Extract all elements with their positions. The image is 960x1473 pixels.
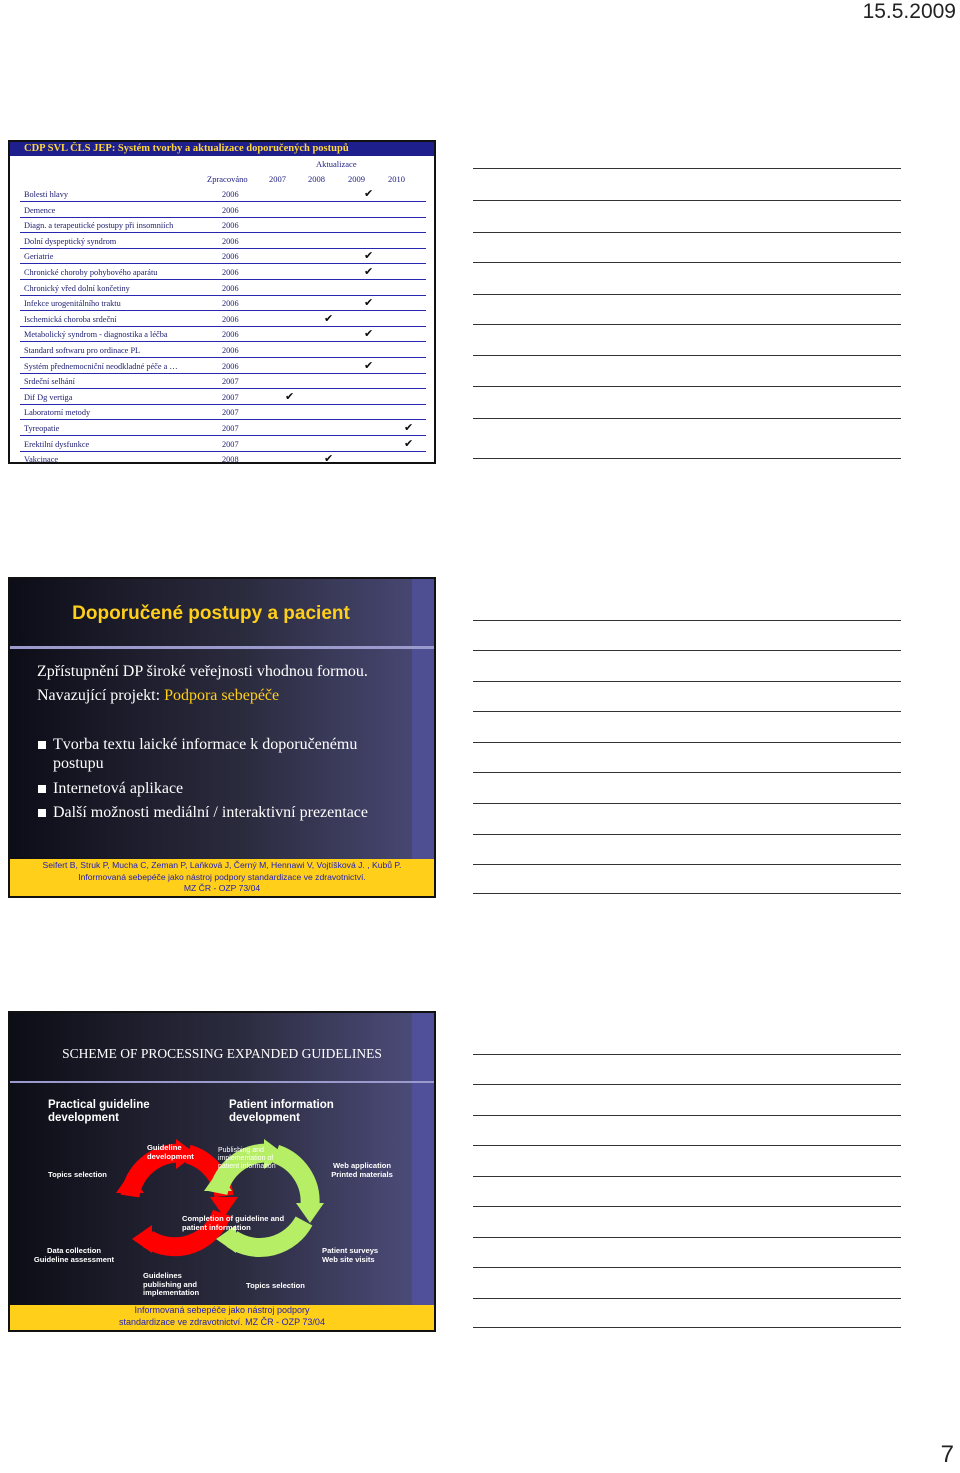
check-icon: ✔ <box>364 187 374 200</box>
row-name: Infekce urogenitálního traktu <box>24 299 121 309</box>
label-completion: Completion of guideline and patient information <box>182 1214 285 1232</box>
col-year-2007: 2007 <box>269 174 286 184</box>
row-name: Demence <box>24 205 56 215</box>
slide-2-para-2 <box>37 687 279 705</box>
row-year: 2007 <box>222 424 239 433</box>
table-row <box>20 358 426 374</box>
slide-3-title: SCHEME OF PROCESSING EXPANDED GUIDELINES <box>62 1046 382 1061</box>
row-name: Geriatrie <box>24 252 54 262</box>
row-name: Dif Dg vertiga <box>24 392 73 402</box>
label-data-group <box>24 1247 124 1264</box>
row-name: Tyreopatie <box>24 424 60 433</box>
row-name: Bolesti hlavy <box>24 190 69 199</box>
slide-2-divider <box>10 646 434 649</box>
check-icon: ✔ <box>324 311 334 325</box>
label-output-group <box>322 1162 402 1179</box>
check-icon: ✔ <box>404 436 414 450</box>
footer-authors: Seifert B, Struk P, Mucha C, Zeman P, Laňková J, Černý M, Hennawi V, Vojtíšková J. , Kubů P. <box>42 860 402 870</box>
label-printed-materials: Printed materials <box>331 1169 393 1179</box>
row-name: Standard softwaru pro ordinace PL <box>24 346 141 355</box>
table-row <box>20 420 426 436</box>
label-surveys-group <box>322 1247 402 1264</box>
table-row <box>20 326 426 342</box>
bullet-text: Tvorba textu laické informace k doporučenému postupu <box>53 736 358 772</box>
table-row <box>20 186 426 202</box>
row-year: 2006 <box>222 268 239 277</box>
table-row <box>20 311 426 327</box>
row-year: 2007 <box>222 408 239 418</box>
row-name: Srdeční selhání <box>24 377 75 387</box>
table-row <box>20 342 426 358</box>
table-row <box>20 233 426 249</box>
row-name: Ischemická choroba srdeční <box>24 314 117 324</box>
row-name: Chronický vřed dolní končetiny <box>24 283 130 293</box>
col-year-2010: 2010 <box>388 174 405 184</box>
bullet-square-icon <box>38 809 46 817</box>
row-name: Systém přednemocniční neodkladné péče a … <box>24 361 178 371</box>
bullet-square-icon <box>38 785 46 793</box>
footer-line-1: Informovaná sebepéče jako nástroj podpory <box>134 1305 310 1315</box>
slide-2 <box>8 577 436 898</box>
row-year: 2008 <box>222 455 239 464</box>
col-zpracovano: Zpracováno <box>207 174 248 184</box>
row-year: 2006 <box>222 314 239 324</box>
table-row <box>20 264 426 280</box>
row-year: 2006 <box>222 330 239 340</box>
check-icon: ✔ <box>364 358 374 372</box>
right-heading: Patient information development <box>229 1099 334 1124</box>
left-arrow-head-3 <box>132 1225 152 1253</box>
row-name: Dolní dyspeptický syndrom <box>24 236 117 246</box>
table-row <box>20 389 426 405</box>
label-guideline-development: Guideline development <box>147 1143 194 1161</box>
footer-title: Informovaná sebepéče jako nástroj podpory standardizace ve zdravotnictví. <box>78 871 366 882</box>
row-year: 2006 <box>222 252 239 262</box>
row-name: Erektilní dysfunkce <box>24 439 90 449</box>
row-year: 2006 <box>222 205 239 215</box>
col-year-2009: 2009 <box>348 174 365 184</box>
table-row <box>20 404 426 420</box>
row-name: Laboratorní metody <box>24 408 91 418</box>
row-name: Vakcinace <box>24 455 59 464</box>
row-name: Metabolický syndrom - diagnostika a léčba <box>24 330 168 340</box>
bullet-text: Internetová aplikace <box>53 780 184 797</box>
row-year: 2007 <box>222 392 239 402</box>
slide-1-title: CDP SVL ČLS JEP: Systém tvorby a aktualizace doporučených postupů <box>10 142 434 156</box>
page-number: 7 <box>940 1441 954 1468</box>
table-row <box>20 373 426 389</box>
bullet-square-icon <box>38 741 46 749</box>
table-row <box>20 248 426 264</box>
label-web-application: Web application <box>332 1161 392 1170</box>
check-icon: ✔ <box>324 452 334 464</box>
row-year: 2006 <box>222 190 239 199</box>
slide-1-table <box>8 140 436 464</box>
footer-grant: MZ ČR - OZP 73/04 <box>183 883 261 893</box>
slide-2-title: Doporučené postupy a pacient <box>72 603 350 624</box>
table-row <box>20 217 426 233</box>
check-icon: ✔ <box>364 265 374 278</box>
table-row <box>20 436 426 452</box>
table-row <box>20 295 426 311</box>
row-year: 2006 <box>222 283 239 293</box>
slide-2-para-1: Zpřístupnění DP široké veřejnosti vhodnou formou. <box>37 663 368 680</box>
row-year: 2007 <box>222 377 239 387</box>
label-web-site-visits: Web site visits <box>322 1254 375 1264</box>
header-group-aktualizace: Aktualizace <box>316 159 357 169</box>
table-row <box>20 280 426 296</box>
para-2-highlight: Podpora sebepéče <box>164 687 280 704</box>
label-patient-surveys: Patient surveys <box>322 1246 379 1255</box>
slide-3 <box>8 1011 436 1332</box>
label-publishing-patient-info: Publishing and implementation of patient information <box>218 1147 276 1171</box>
footer-line-2: standardizace ve zdravotnictví. MZ ČR - OZP 73/04 <box>119 1316 325 1327</box>
row-year: 2006 <box>222 346 239 355</box>
left-heading: Practical guideline development <box>48 1099 150 1124</box>
slide-3-footer <box>10 1305 434 1330</box>
check-icon: ✔ <box>364 296 374 310</box>
label-data-collection: Data collection <box>46 1246 101 1255</box>
row-year: 2006 <box>222 221 239 231</box>
col-year-2008: 2008 <box>308 174 325 184</box>
slide-2-side-bar <box>412 579 434 859</box>
row-year: 2006 <box>222 361 239 371</box>
bullet-text: Další možnosti mediální / interaktivní prezentace <box>53 804 369 821</box>
header-date: 15.5.2009 <box>862 0 956 23</box>
slide-2-footer <box>10 859 434 896</box>
check-icon: ✔ <box>285 389 295 403</box>
check-icon: ✔ <box>404 421 414 434</box>
label-guideline-assessment: Guideline assessment <box>33 1254 115 1264</box>
check-icon: ✔ <box>364 249 374 263</box>
table-row <box>20 451 426 464</box>
table-row <box>20 202 426 218</box>
row-name: Chronické choroby pohybového aparátu <box>24 268 158 277</box>
label-topics-selection-left: Topics selection <box>48 1170 107 1179</box>
para-2-prefix: Navazující projekt: <box>37 687 165 704</box>
row-name: Diagn. a terapeutické postupy při insomniích <box>24 221 174 231</box>
row-year: 2007 <box>222 439 239 449</box>
label-topics-selection-right: Topics selection <box>246 1281 305 1290</box>
check-icon: ✔ <box>364 327 374 341</box>
label-guidelines-publishing: Guidelines publishing and implementation <box>143 1271 200 1298</box>
row-year: 2006 <box>222 299 239 309</box>
row-year: 2006 <box>222 236 239 246</box>
